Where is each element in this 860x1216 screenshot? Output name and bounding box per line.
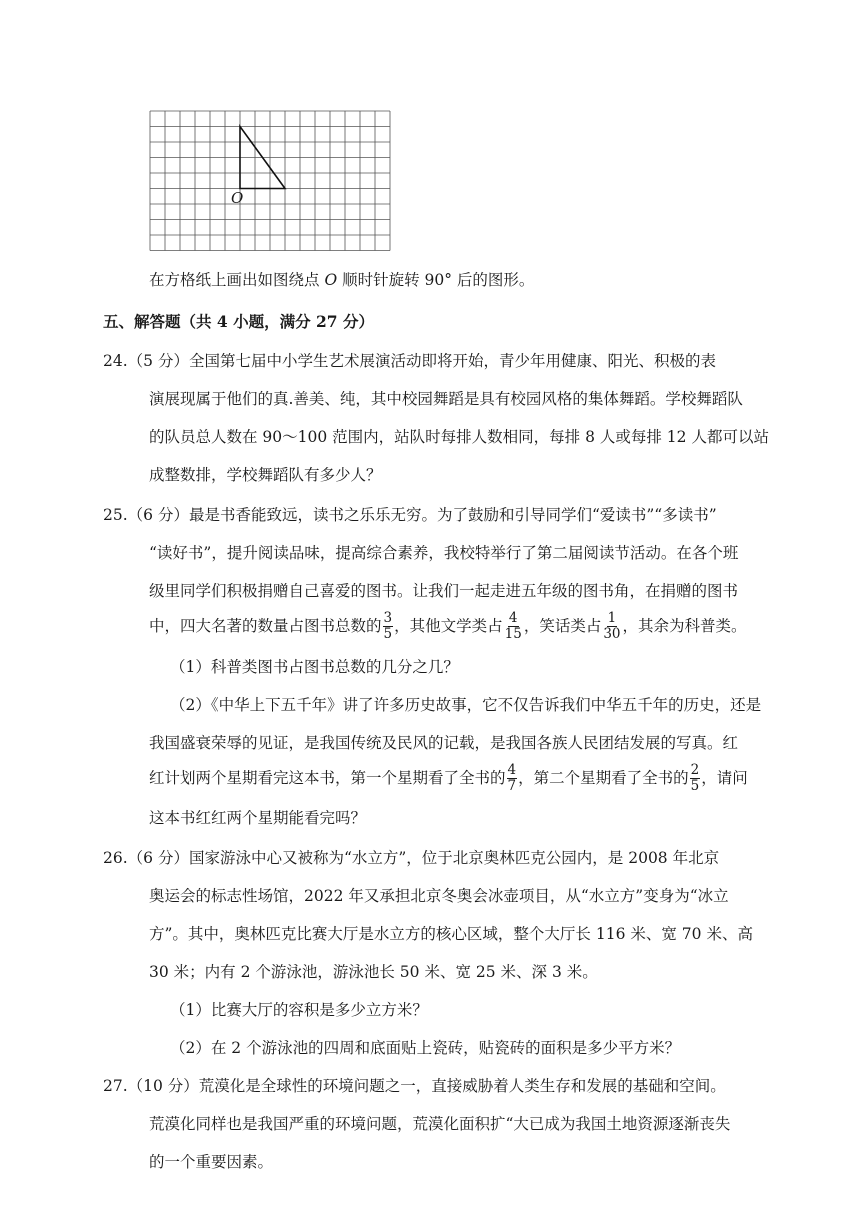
q25-sub-2-line-1: （2）《中华上下五千年》讲了许多历史故事，它不仅告诉我们中华五千年的历史，还是 <box>170 696 762 714</box>
q25-last: 这本书红红两个星期能看完吗？ <box>149 809 367 827</box>
fraction-4-7 <box>507 763 518 794</box>
q26-line-3: 方”。其中，奥林匹克比赛大厅是水立方的核心区域，整个大厅长 116 米、宽 70 米、高 <box>149 925 753 943</box>
q24-line-3: 的队员总人数在 90～100 范围内，站队时每排人数相同，每排 8 人或每排 12 人都可以站 <box>149 428 769 446</box>
grid-figure <box>149 110 391 254</box>
q26-line-2: 奥运会的标志性场馆，2022 年又承担北京冬奥会冰壶项目，从“水立方”变身为“冰立 <box>149 887 729 905</box>
frac-num: 4 <box>507 761 517 778</box>
section-title: 五、解答题（共 4 小题，满分 27 分） <box>103 312 374 331</box>
q25-fl2-text-1: 红计划两个星期看完这本书，第一个星期看了全书的 <box>149 769 506 787</box>
frac-den: 5 <box>690 777 700 794</box>
q25-sub-2-line-2: 我国盛衰荣辱的见证，是我国传统及民风的记载，是我国各族人民团结发展的写真。红 <box>149 734 739 752</box>
frac-den: 7 <box>507 777 517 794</box>
fraction-3-5 <box>383 611 394 642</box>
q27-line-1: 27.（10 分）荒漠化是全球性的环境问题之一，直接威胁着人类生存和发展的基础和空间。 <box>103 1077 726 1095</box>
q26-line-1: 26.（6 分）国家游泳中心又被称为“水立方”，位于北京奥林匹克公园内，是 2008 年北京 <box>103 849 720 867</box>
frac-num: 1 <box>607 609 617 626</box>
q25-fraction-line-2 <box>149 761 748 795</box>
q23-caption-post: 顺时针旋转 90° 后的图形。 <box>337 271 535 289</box>
frac-num: 3 <box>383 609 393 626</box>
q25-fl-text-3: ，笑话类占 <box>523 617 602 635</box>
q25-fl-text-2: ，其他文学类占 <box>394 617 503 635</box>
q25-line-2: “读好书”，提升阅读品味，提高综合素养，我校特举行了第二届阅读节活动。在各个班 <box>149 544 739 562</box>
q25-sub-1: （1）科普类图书占图书总数的几分之几？ <box>170 658 459 676</box>
q26-line-4: 30 米；内有 2 个游泳池，游泳池长 50 米、宽 25 米、深 3 米。 <box>149 963 598 981</box>
q25-fraction-line <box>149 609 747 643</box>
fraction-2-5 <box>690 763 701 794</box>
fraction-4-15 <box>504 611 523 642</box>
q25-fl-text-1: 中，四大名著的数量占图书总数的 <box>149 617 382 635</box>
q23-caption-pre: 在方格纸上画出如图绕点 <box>149 271 325 289</box>
q27-line-3: 的一个重要因素。 <box>149 1153 274 1171</box>
frac-num: 4 <box>508 609 518 626</box>
frac-den: 5 <box>383 625 393 642</box>
q23-caption <box>149 270 534 290</box>
origin-label: O <box>231 189 244 207</box>
fraction-1-30 <box>602 611 621 642</box>
q25-fl2-text-2: ，第二个星期看了全书的 <box>518 769 689 787</box>
q27-line-2: 荒漠化同样也是我国严重的环境问题，荒漠化面积扩“大已成为我国土地资源逐渐丧失 <box>149 1115 731 1133</box>
q26-sub-2: （2）在 2 个游泳池的四周和底面贴上瓷砖，贴瓷砖的面积是多少平方米？ <box>170 1039 681 1057</box>
frac-den: 30 <box>603 625 621 642</box>
q24-line-4: 成整数排，学校舞蹈队有多少人？ <box>149 466 382 484</box>
q24-line-2: 演展现属于他们的真.善美、纯，其中校园舞蹈是具有校园风格的集体舞蹈。学校舞蹈队 <box>149 390 743 408</box>
frac-num: 2 <box>690 761 700 778</box>
q23-caption-point: O <box>324 271 338 289</box>
q25-line-1: 25.（6 分）最是书香能致远，读书之乐乐无穷。为了鼓励和引导同学们“爱读书”“多读书” <box>103 506 717 524</box>
q25-fl2-text-3: ，请问 <box>701 769 748 787</box>
q24-line-1: 24.（5 分）全国第七届中小学生艺术展演活动即将开始，青少年用健康、阳光、积极的表 <box>103 352 716 370</box>
q26-sub-1: （1）比赛大厅的容积是多少立方米？ <box>170 1001 428 1019</box>
q25-fl-text-4: ，其余为科普类。 <box>622 617 747 635</box>
q25-line-3: 级里同学们积极捐赠自己喜爱的图书。让我们一起走进五年级的图书角，在捐赠的图书 <box>149 582 739 600</box>
frac-den: 15 <box>504 625 522 642</box>
